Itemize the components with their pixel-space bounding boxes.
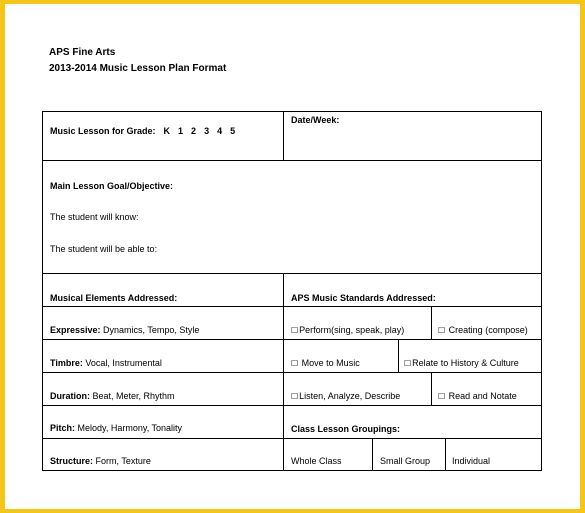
grade-1: 1 [178, 126, 184, 136]
grade-row [50, 127, 235, 136]
org-title: APS Fine Arts [49, 47, 116, 58]
pitch-row: Pitch: Melody, Harmony, Tonality [50, 423, 183, 433]
standard-perform: ☐Perform(sing, speak, play) [291, 325, 405, 335]
timbre-row: Timbre: Vocal, Instrumental [50, 358, 162, 368]
grouping-individual: Individual [452, 456, 491, 466]
duration-row: Duration: Beat, Meter, Rhythm [50, 391, 175, 401]
standard-read: ☐ Read and Notate [438, 391, 517, 401]
document-page [5, 4, 580, 509]
lesson-plan-table [42, 111, 542, 471]
expressive-row: Expressive: Dynamics, Tempo, Style [50, 325, 200, 335]
date-week-label: Date/Week: [291, 115, 340, 125]
checkbox-icon: ☐ [291, 359, 299, 368]
grade-5: 5 [230, 126, 236, 136]
standard-move: ☐ Move to Music [291, 358, 360, 368]
standard-creating: ☐ Creating (compose) [438, 325, 528, 335]
grade-3: 3 [204, 126, 210, 136]
student-will-know: The student will know: [50, 212, 139, 222]
document-title: 2013-2014 Music Lesson Plan Format [49, 63, 227, 74]
grade-k: K [163, 126, 171, 136]
grouping-small-group: Small Group [380, 456, 431, 466]
elements-title: Musical Elements Addressed: [50, 293, 178, 303]
groupings-title: Class Lesson Groupings: [291, 424, 401, 434]
grade-2: 2 [191, 126, 197, 136]
checkbox-icon: ☐ [438, 392, 446, 401]
checkbox-icon: ☐ [438, 326, 446, 335]
grade-label: Music Lesson for Grade: [50, 126, 156, 136]
standards-title: APS Music Standards Addressed: [291, 293, 436, 303]
goal-title: Main Lesson Goal/Objective: [50, 181, 174, 191]
grade-4: 4 [217, 126, 223, 136]
checkbox-icon: ☐ [291, 392, 299, 401]
standard-listen: ☐Listen, Analyze, Describe [291, 391, 401, 401]
grouping-whole-class: Whole Class [291, 456, 342, 466]
standard-relate: ☐Relate to History & Culture [404, 358, 519, 368]
checkbox-icon: ☐ [404, 359, 412, 368]
checkbox-icon: ☐ [291, 326, 299, 335]
structure-row: Structure: Form, Texture [50, 456, 151, 466]
student-will-be-able: The student will be able to: [50, 244, 158, 254]
